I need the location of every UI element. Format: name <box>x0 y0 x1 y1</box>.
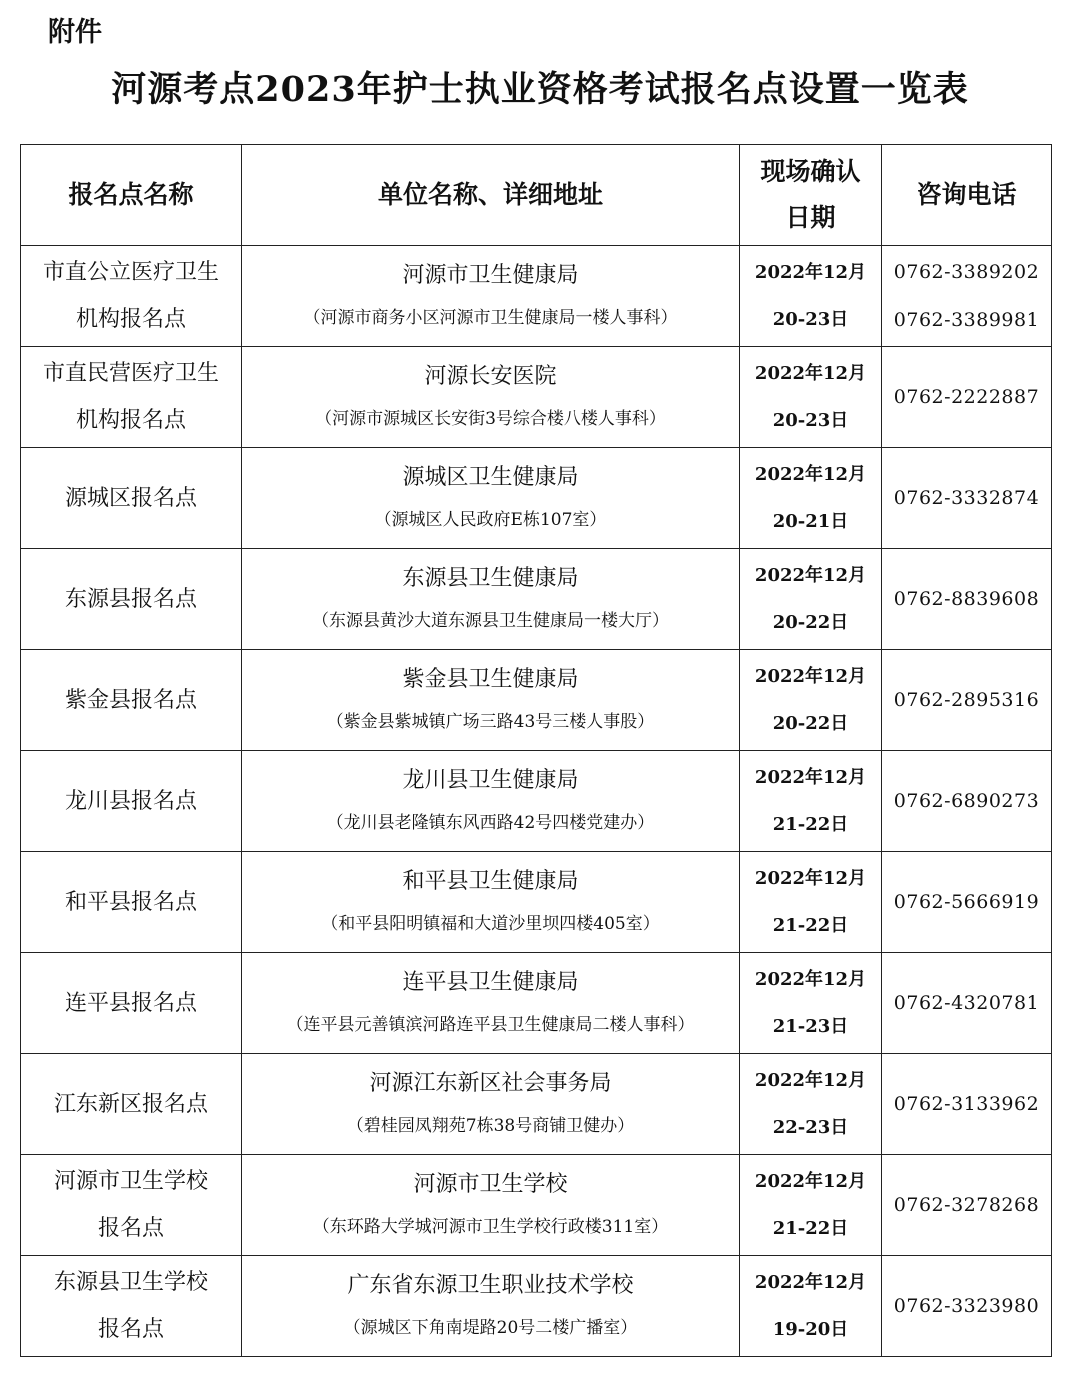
registration-point-name <box>21 246 242 347</box>
unit-address: （源城区人民政府E栋107室） <box>374 510 607 530</box>
unit-address: （东源县黄沙大道东源县卫生健康局一楼大厅） <box>312 611 669 631</box>
date-line2: 20-22日 <box>772 713 849 734</box>
table-row <box>21 448 1052 549</box>
phone-cell <box>882 953 1052 1054</box>
date-line2: 22-23日 <box>772 1117 849 1138</box>
registration-point-name <box>21 1155 242 1256</box>
date-line2: 19-20日 <box>772 1319 849 1340</box>
date-line1: 2022年12月 <box>754 666 867 687</box>
header-phone: 咨询电话 <box>882 145 1052 246</box>
registration-point-name <box>21 1256 242 1357</box>
phone-number: 0762-6890273 <box>893 790 1040 812</box>
confirm-date <box>740 751 882 852</box>
name-line1: 龙川县报名点 <box>64 788 197 814</box>
name-line1: 河源市卫生学校 <box>53 1169 208 1194</box>
phone-cell <box>882 1256 1052 1357</box>
confirm-date <box>740 347 882 448</box>
unit-cell <box>242 549 740 650</box>
date-line2: 21-22日 <box>772 1218 849 1239</box>
document-title: 河源考点2023年护士执业资格考试报名点设置一览表 <box>111 69 969 110</box>
unit-cell <box>242 650 740 751</box>
name-line2: 报名点 <box>97 1317 164 1342</box>
registration-table <box>20 144 1052 1357</box>
unit-cell <box>242 953 740 1054</box>
unit-name: 龙川县卫生健康局 <box>402 768 579 793</box>
phone-number: 0762-8839608 <box>893 588 1040 610</box>
unit-name: 紫金县卫生健康局 <box>402 667 579 692</box>
phone-cell <box>882 852 1052 953</box>
unit-name: 广东省东源卫生职业技术学校 <box>347 1273 634 1298</box>
unit-name: 源城区卫生健康局 <box>402 465 579 490</box>
unit-address: （连平县元善镇滨河路连平县卫生健康局二楼人事科） <box>286 1015 695 1035</box>
unit-cell <box>242 246 740 347</box>
table-row <box>21 1054 1052 1155</box>
header-name: 报名点名称 <box>21 145 242 246</box>
phone-number: 0762-3389202 <box>893 261 1040 283</box>
phone-cell <box>882 549 1052 650</box>
name-line1: 江东新区报名点 <box>53 1091 208 1117</box>
unit-address: （碧桂园凤翔苑7栋38号商铺卫健办） <box>346 1116 635 1136</box>
date-line1: 2022年12月 <box>754 1171 867 1192</box>
confirm-date <box>740 549 882 650</box>
unit-name: 河源长安医院 <box>424 364 557 389</box>
header-unit: 单位名称、详细地址 <box>242 145 740 246</box>
phone-cell <box>882 347 1052 448</box>
unit-address: （和平县阳明镇福和大道沙里坝四楼405室） <box>321 914 660 934</box>
date-line1: 2022年12月 <box>754 262 867 283</box>
table-row <box>21 1256 1052 1357</box>
date-line2: 20-23日 <box>772 410 849 431</box>
table-row <box>21 953 1052 1054</box>
table-row <box>21 549 1052 650</box>
unit-name: 河源市卫生健康局 <box>402 263 579 288</box>
date-line1: 2022年12月 <box>754 868 867 889</box>
table-row <box>21 246 1052 347</box>
phone-number: 0762-4320781 <box>893 992 1040 1014</box>
date-line2: 20-23日 <box>772 309 849 330</box>
date-line2: 21-22日 <box>772 915 849 936</box>
name-line2: 机构报名点 <box>75 307 186 332</box>
unit-name: 连平县卫生健康局 <box>402 970 579 995</box>
unit-address: （东环路大学城河源市卫生学校行政楼311室） <box>312 1217 669 1237</box>
phone-cell <box>882 650 1052 751</box>
phone-cell <box>882 1054 1052 1155</box>
unit-cell <box>242 1054 740 1155</box>
name-line1: 连平县报名点 <box>64 990 197 1016</box>
unit-address: （紫金县紫城镇广场三路43号三楼人事股） <box>326 712 655 732</box>
unit-cell <box>242 1256 740 1357</box>
unit-address: （源城区下角南堤路20号二楼广播室） <box>343 1318 638 1338</box>
name-line1: 东源县报名点 <box>64 586 197 612</box>
date-line2: 20-22日 <box>772 612 849 633</box>
phone-number: 0762-3332874 <box>893 487 1040 509</box>
header-date-line2: 日期 <box>785 203 836 232</box>
phone-number: 0762-5666919 <box>893 891 1040 913</box>
name-line1: 市直民营医疗卫生 <box>42 361 219 386</box>
date-line1: 2022年12月 <box>754 969 867 990</box>
phone-number: 0762-3133962 <box>893 1093 1040 1115</box>
unit-address: （龙川县老隆镇东风西路42号四楼党建办） <box>326 813 655 833</box>
unit-cell <box>242 751 740 852</box>
table-row <box>21 852 1052 953</box>
phone-number: 0762-3278268 <box>893 1194 1040 1216</box>
date-line1: 2022年12月 <box>754 1272 867 1293</box>
date-line2: 20-21日 <box>772 511 849 532</box>
name-line1: 紫金县报名点 <box>64 687 197 713</box>
registration-point-name <box>21 852 242 953</box>
table-header-row <box>21 145 1052 246</box>
header-date-line1: 现场确认 <box>760 157 861 186</box>
name-line2: 机构报名点 <box>75 408 186 433</box>
date-line2: 21-22日 <box>772 814 849 835</box>
registration-point-name <box>21 347 242 448</box>
confirm-date <box>740 650 882 751</box>
date-line2: 21-23日 <box>772 1016 849 1037</box>
table-row <box>21 347 1052 448</box>
registration-point-name <box>21 953 242 1054</box>
phone-cell <box>882 1155 1052 1256</box>
confirm-date <box>740 1155 882 1256</box>
date-line1: 2022年12月 <box>754 464 867 485</box>
date-line1: 2022年12月 <box>754 363 867 384</box>
registration-point-name <box>21 448 242 549</box>
unit-address: （河源市商务小区河源市卫生健康局一楼人事科） <box>303 308 678 328</box>
phone-number: 0762-2895316 <box>893 689 1040 711</box>
confirm-date <box>740 852 882 953</box>
confirm-date <box>740 448 882 549</box>
phone-cell <box>882 448 1052 549</box>
attachment-label: 附件 <box>48 17 102 48</box>
phone-number: 0762-3389981 <box>893 309 1040 331</box>
unit-name: 河源市卫生学校 <box>413 1172 568 1197</box>
registration-point-name <box>21 751 242 852</box>
unit-cell <box>242 1155 740 1256</box>
confirm-date <box>740 1054 882 1155</box>
date-line1: 2022年12月 <box>754 565 867 586</box>
date-line1: 2022年12月 <box>754 1070 867 1091</box>
unit-name: 和平县卫生健康局 <box>402 869 579 894</box>
phone-number: 0762-3323980 <box>893 1295 1040 1317</box>
confirm-date <box>740 953 882 1054</box>
registration-point-name <box>21 549 242 650</box>
date-line1: 2022年12月 <box>754 767 867 788</box>
phone-cell <box>882 751 1052 852</box>
name-line2: 报名点 <box>97 1216 164 1241</box>
confirm-date <box>740 246 882 347</box>
registration-point-name <box>21 1054 242 1155</box>
name-line1: 市直公立医疗卫生 <box>42 260 219 285</box>
unit-cell <box>242 448 740 549</box>
table-row <box>21 751 1052 852</box>
phone-cell <box>882 246 1052 347</box>
name-line1: 源城区报名点 <box>64 485 197 511</box>
unit-name: 东源县卫生健康局 <box>402 566 579 591</box>
phone-number: 0762-2222887 <box>893 386 1040 408</box>
name-line1: 东源县卫生学校 <box>53 1270 208 1295</box>
unit-cell <box>242 347 740 448</box>
header-date <box>740 145 882 246</box>
unit-address: （河源市源城区长安街3号综合楼八楼人事科） <box>315 409 666 429</box>
confirm-date <box>740 1256 882 1357</box>
unit-name: 河源江东新区社会事务局 <box>369 1071 612 1096</box>
name-line1: 和平县报名点 <box>64 889 197 915</box>
unit-cell <box>242 852 740 953</box>
table-row <box>21 650 1052 751</box>
table-row <box>21 1155 1052 1256</box>
registration-point-name <box>21 650 242 751</box>
